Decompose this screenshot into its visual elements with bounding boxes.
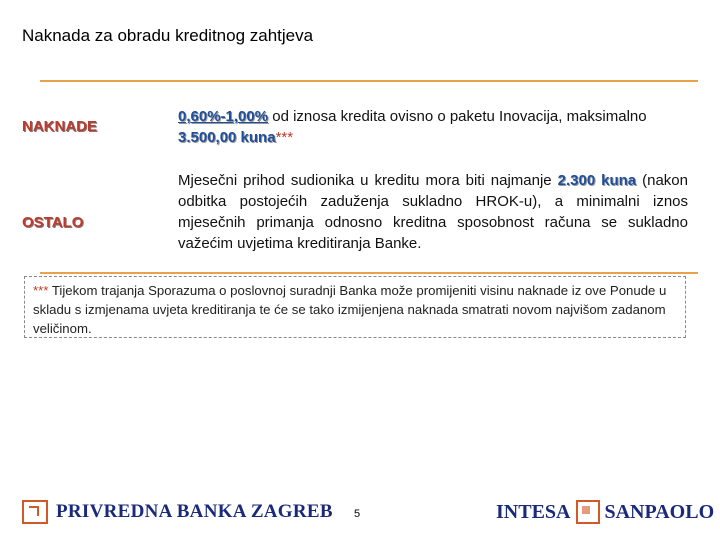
pbz-brand-text: PRIVREDNA BANKA ZAGREB	[56, 501, 333, 522]
sanpaolo-logo-icon	[576, 500, 600, 524]
fee-max: 3.500,00 kuna	[178, 129, 276, 146]
pbz-logo-icon	[22, 500, 48, 524]
intesa-text: INTESA	[496, 500, 571, 523]
divider-bottom	[40, 272, 698, 274]
income-text-2: (nakon odbitka postojećih zaduženja sukladno HROK-u), a minimalni iznos mjesečnih primanja odnosno kreditna sposobnost računa se sukladno važećim uvjetima kreditiranja Banke.	[178, 172, 688, 252]
divider-top	[40, 80, 698, 82]
sanpaolo-text: SANPAOLO	[604, 500, 715, 523]
footnote-stars: ***	[33, 283, 49, 298]
fee-rate: 0,60%-1,00%	[178, 108, 269, 125]
row-content-ostalo	[178, 170, 688, 254]
fee-stars: ***	[275, 129, 294, 146]
page-title: Naknada za obradu kreditnog zahtjeva	[22, 26, 314, 45]
income-amount: 2.300 kuna	[557, 172, 637, 189]
income-text: Mjesečni prihod sudionika u kreditu mora biti najmanje	[178, 172, 558, 189]
pbz-logo	[22, 500, 333, 524]
row-content-naknade	[178, 106, 688, 148]
page-number: 5	[354, 508, 361, 520]
footnote-text: Tijekom trajanja Sporazuma o poslovnoj suradnji Banka može promijeniti visinu naknade iz ove Ponude u skladu s izmjenama uvjeta kreditiranja te će se tako izmijenjena naknada smatrati novom najvišom zadanom veličinom.	[33, 283, 667, 336]
row-label-naknade: NAKNADE	[22, 118, 97, 135]
intesa-sanpaolo-logo	[496, 500, 714, 524]
fee-text: od iznosa kredita ovisno o paketu Inovacija, maksimalno	[268, 108, 647, 125]
footnote-box	[24, 276, 686, 338]
row-label-ostalo: OSTALO	[22, 214, 84, 231]
footer	[0, 488, 720, 540]
